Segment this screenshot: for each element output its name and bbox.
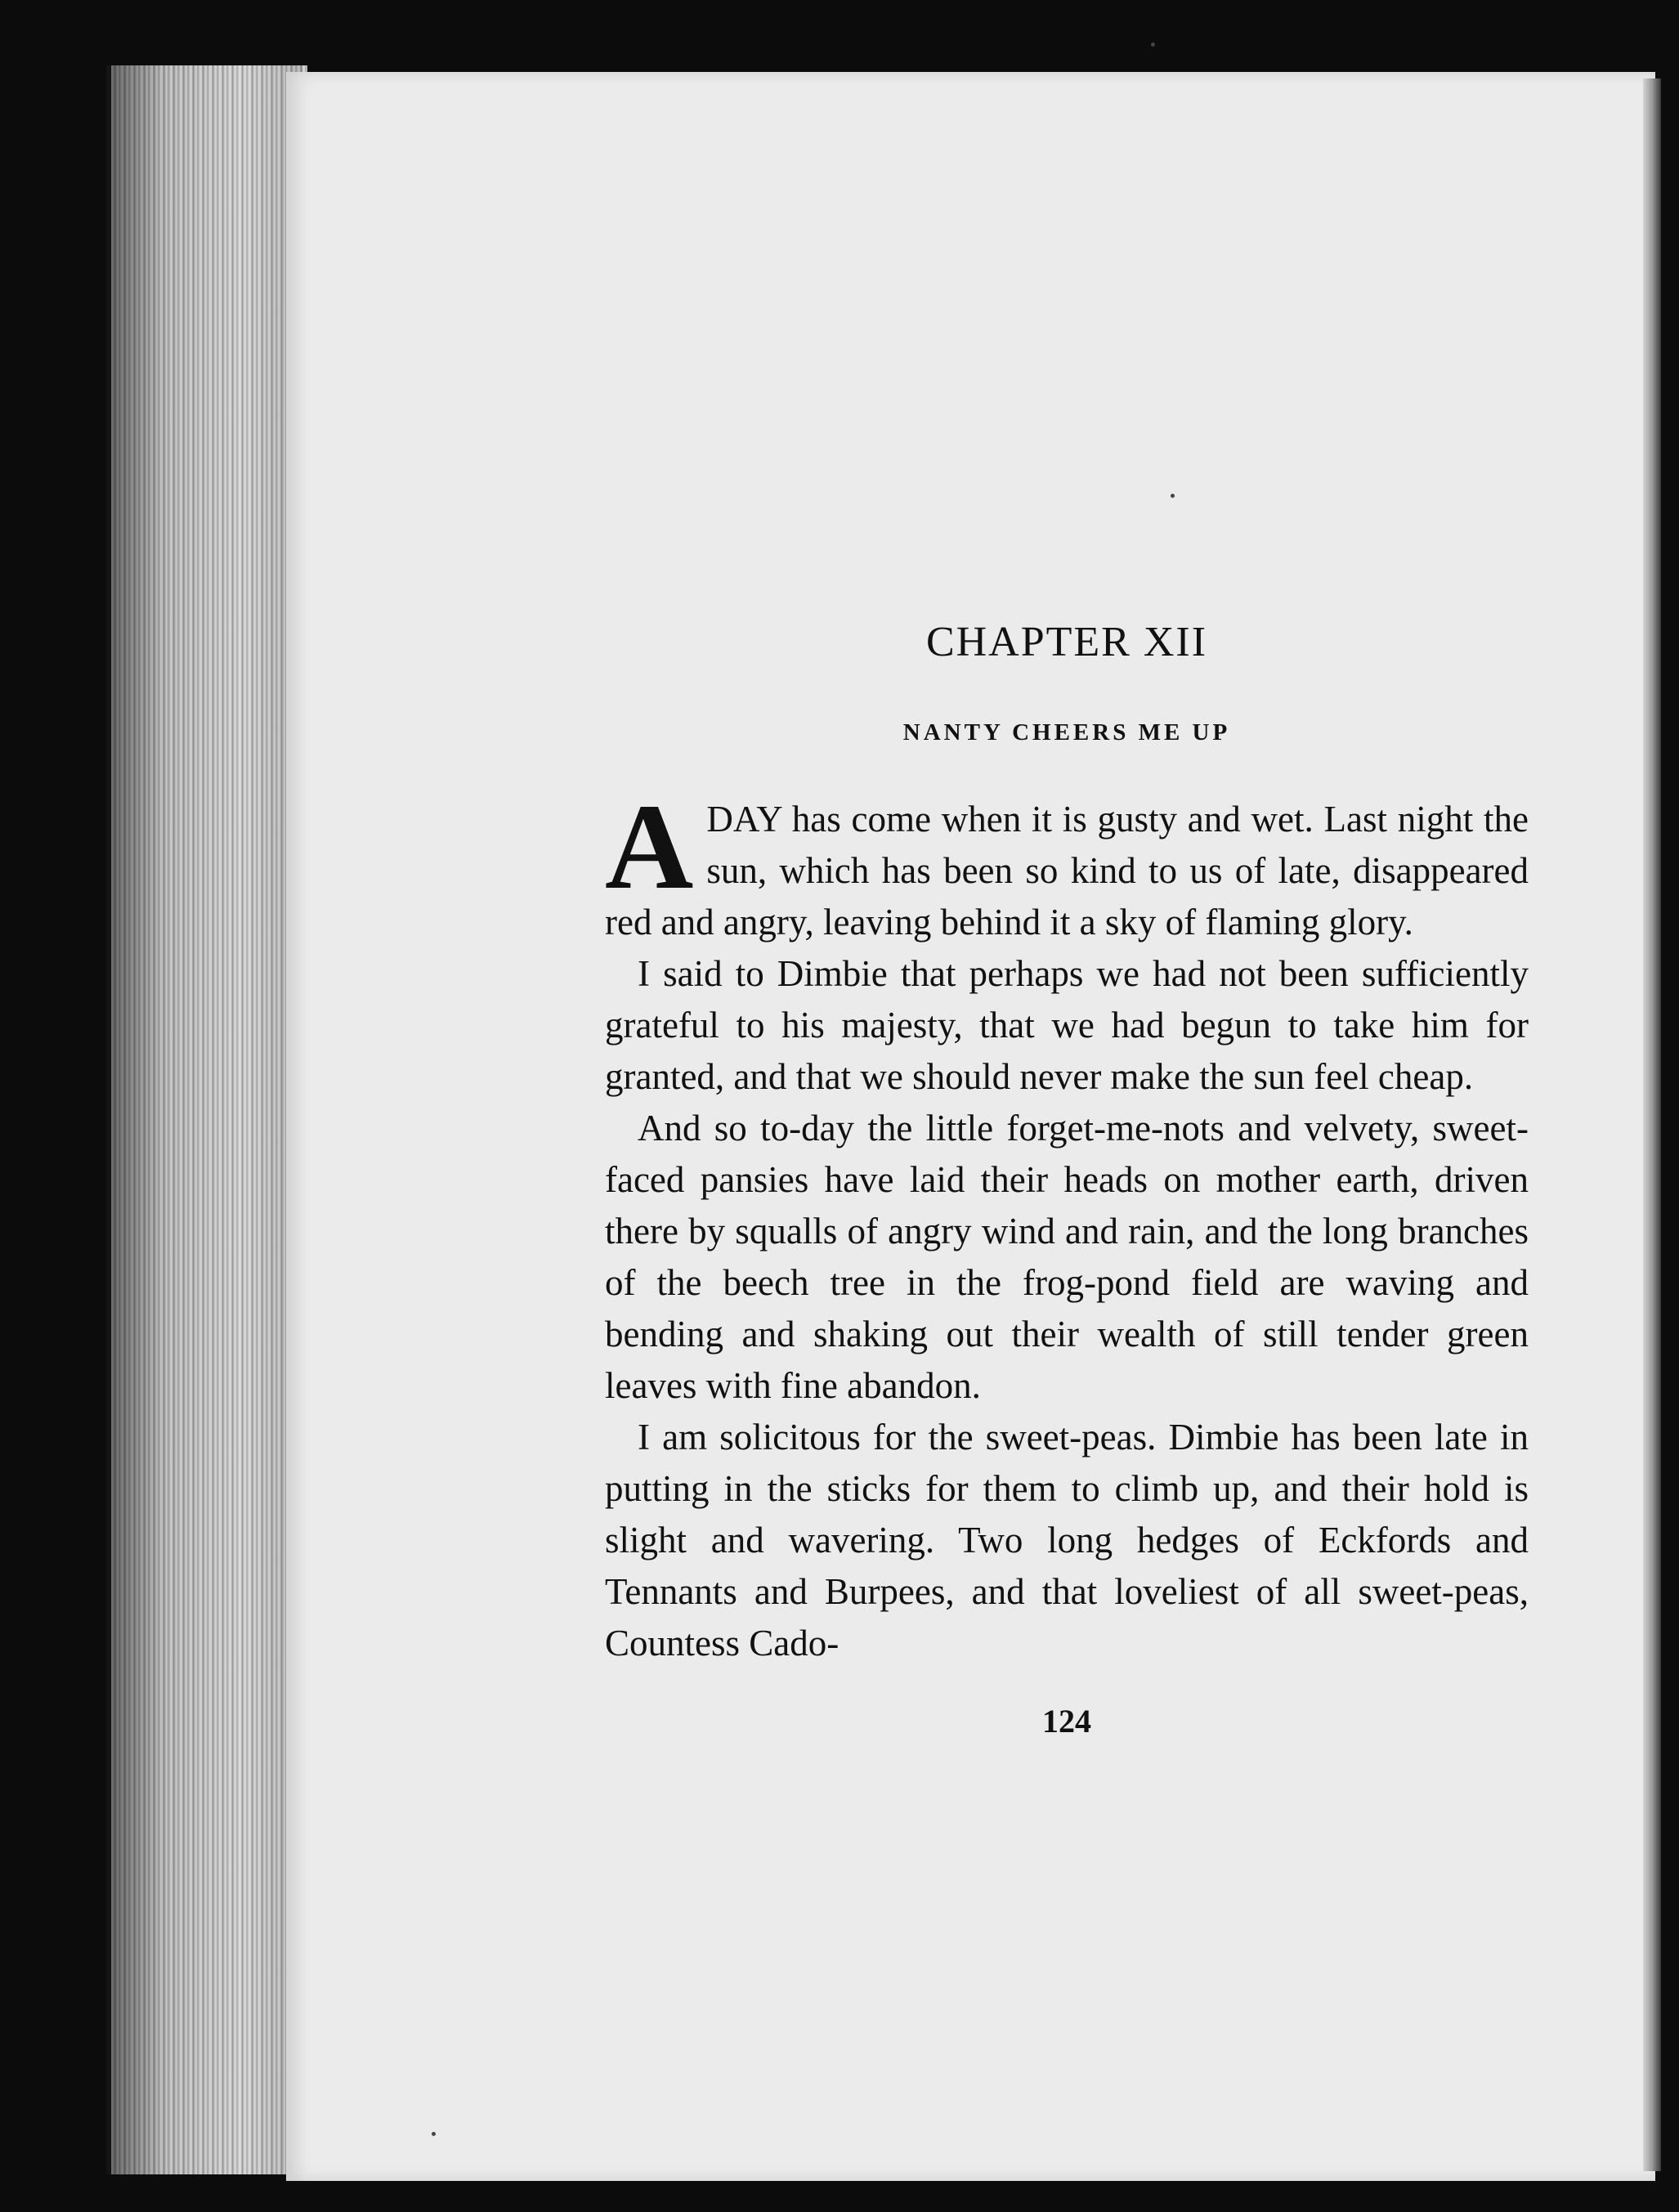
chapter-subtitle: NANTY CHEERS ME UP xyxy=(902,719,1231,746)
page-number: 124 xyxy=(1042,1703,1091,1740)
page-edges-shadow xyxy=(106,65,302,2174)
page-right-edge xyxy=(1643,78,1661,2171)
dust-speck xyxy=(1171,494,1175,498)
paragraph-text: DAY has come when it is gusty and wet. Last night the sun, which has been so kind to us of late, disappeared red and angry, leaving behind it a sky of flaming glory. xyxy=(605,799,1529,943)
dust-speck xyxy=(432,2132,436,2136)
paragraph: I said to Dimbie that perhaps we had not been sufficiently grateful to his majesty, that we had begun to take him for granted, and that we should never make the sun feel cheap. xyxy=(605,953,1529,1097)
drop-cap: A xyxy=(605,779,694,915)
paragraph: I am solicitous for the sweet-peas. Dimbie has been late in putting in the sticks for them to climb up, and their hold is slight and wavering. Two long hedges of Eckfords and Tennants and Burpees, and that loveliest of all sweet-peas, Countess Cado- xyxy=(605,1417,1529,1663)
dust-speck xyxy=(1151,43,1155,47)
chapter-title: CHAPTER XII xyxy=(925,619,1208,665)
paragraph xyxy=(605,779,1529,948)
page-text xyxy=(605,621,1529,1740)
paragraph: And so to-day the little forget-me-nots and velvety, sweet-faced pansies have laid their heads on mother earth, driven there by squalls of angry wind and rain, and the long branches of the beech tree in the frog-pond field are waving and bending and shaking out their wealth of still tender green leaves with fine abandon. xyxy=(605,1108,1529,1406)
